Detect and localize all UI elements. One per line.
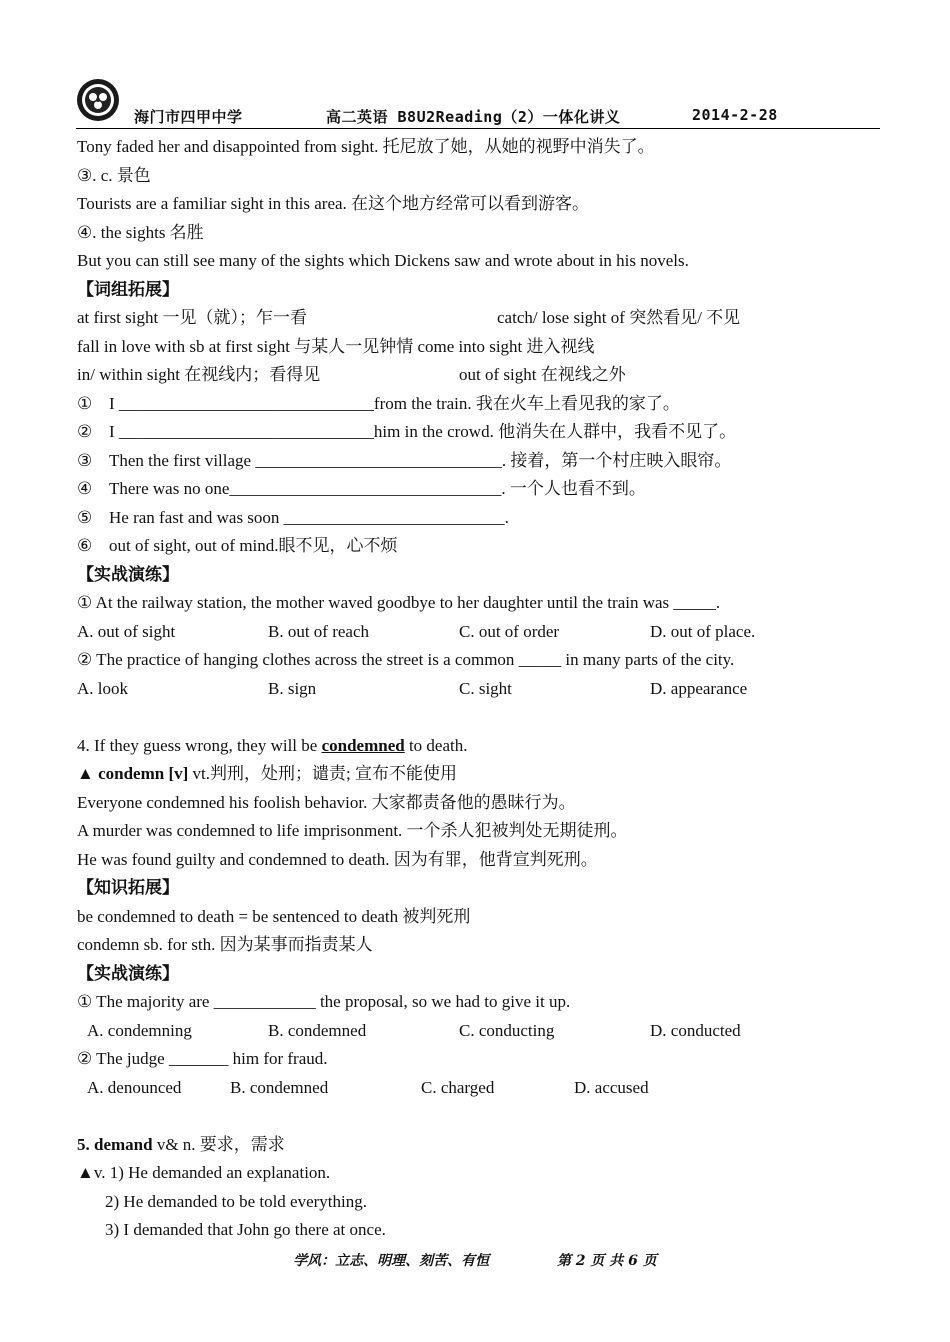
phrase-row bbox=[77, 304, 877, 333]
key-sentence: 4. If they guess wrong, they will be condemned to death. bbox=[77, 735, 468, 755]
question-stem: ① The majority are ____________ the proposal, so we had to give it up. bbox=[77, 992, 571, 1011]
phrase-item: catch/ lose sight of 突然看见/ 不见 bbox=[497, 308, 741, 327]
fill-blank-item: ⑤ He ran fast and was soon __________________________. bbox=[77, 507, 509, 527]
option-b: B. condemned bbox=[230, 1077, 329, 1097]
example-sentence: He was found guilty and condemned to death. 因为有罪，他背宣判死刑。 bbox=[77, 849, 598, 869]
phrase-item: out of sight 在视线之外 bbox=[459, 365, 626, 384]
option-d: D. accused bbox=[574, 1077, 649, 1097]
example-sentence: But you can still see many of the sights which Dickens saw and wrote about in his novels. bbox=[77, 251, 689, 270]
answer-options bbox=[77, 1074, 877, 1103]
option-a: A. out of sight bbox=[77, 621, 176, 641]
answer-options bbox=[77, 675, 877, 704]
example-sentence: 3) I demanded that John go there at once. bbox=[105, 1220, 386, 1239]
example-sentence: 2) He demanded to be told everything. bbox=[105, 1191, 368, 1211]
header-title: 高二英语 B8U2Reading（2）一体化讲义 bbox=[326, 108, 621, 126]
option-d: D. out of place. bbox=[650, 621, 756, 641]
phrase-row bbox=[77, 361, 877, 390]
fill-blank-item: ⑥ out of sight, out of mind.眼不见，心不烦 bbox=[77, 536, 398, 555]
question-stem: ① At the railway station, the mother waved goodbye to her daughter until the train was _____. bbox=[77, 593, 721, 612]
school-logo-icon bbox=[76, 78, 120, 122]
phrase-item: at first sight 一见（就）；乍一看 bbox=[77, 308, 307, 327]
answer-options bbox=[77, 1017, 877, 1046]
page-footer bbox=[0, 1250, 950, 1270]
knowledge-item: condemn sb. for sth. 因为某事而指责某人 bbox=[77, 935, 373, 954]
answer-options bbox=[77, 618, 877, 647]
option-a: A. condemning bbox=[87, 1020, 192, 1040]
fill-blank-item: ② I ______________________________him in the crowd. 他消失在人群中，我看不见了。 bbox=[77, 422, 737, 441]
question-stem: ② The judge _______ him for fraud. bbox=[77, 1049, 328, 1068]
word-entry-heading: 5. demand v& n. 要求，需求 bbox=[77, 1134, 285, 1154]
header-school-name: 海门市四甲中学 bbox=[134, 108, 243, 126]
example-sentence: A murder was condemned to life imprisonment. 一个杀人犯被判处无期徒刑。 bbox=[77, 821, 628, 840]
option-b: B. sign bbox=[268, 678, 317, 698]
option-a: A. look bbox=[77, 678, 128, 698]
footer-motto: 学风：立志、明理、刻苦、有恒 bbox=[293, 1253, 490, 1269]
meaning-item: ④. the sights 名胜 bbox=[77, 222, 204, 242]
meaning-item: ③. c. 景色 bbox=[77, 165, 151, 185]
phrase-item: fall in love with sb at first sight 与某人一见钟情 come into sight 进入视线 bbox=[77, 336, 595, 356]
fill-blank-item: ③ Then the first village _____________________________. 接着，第一个村庄映入眼帘。 bbox=[77, 450, 732, 470]
example-sentence: Tourists are a familiar sight in this area. 在这个地方经常可以看到游客。 bbox=[77, 194, 590, 213]
option-c: C. conducting bbox=[459, 1020, 555, 1040]
footer-page-number: 第 2 页 共 6 页 bbox=[556, 1253, 657, 1269]
section-heading-phrases: 【词组拓展】 bbox=[77, 279, 179, 299]
fill-blank-item: ① I ______________________________from the train. 我在火车上看见我的家了。 bbox=[77, 393, 680, 413]
phrase-item: in/ within sight 在视线内；看得见 bbox=[77, 365, 321, 384]
example-sentence: ▲v. 1) He demanded an explanation. bbox=[77, 1163, 331, 1182]
option-b: B. condemned bbox=[268, 1020, 367, 1040]
word-entry-heading: ▲ condemn [v] vt.判刑，处刑；谴责; 宣布不能使用 bbox=[77, 764, 457, 783]
section-heading-knowledge: 【知识拓展】 bbox=[77, 878, 179, 897]
example-sentence: Tony faded her and disappointed from sight. 托尼放了她，从她的视野中消失了。 bbox=[77, 137, 655, 156]
keyword-condemned: condemned bbox=[321, 735, 405, 755]
page-header bbox=[76, 78, 880, 129]
example-sentence: Everyone condemned his foolish behavior. 大家都责备他的愚昧行为。 bbox=[77, 792, 576, 812]
section-heading-practice: 【实战演练】 bbox=[77, 963, 179, 983]
document-body bbox=[77, 133, 877, 1245]
question-stem: ② The practice of hanging clothes across the street is a common _____ in many parts of the city. bbox=[77, 650, 735, 669]
option-d: D. appearance bbox=[650, 678, 748, 698]
option-c: C. charged bbox=[421, 1077, 495, 1097]
option-c: C. out of order bbox=[459, 621, 560, 641]
fill-blank-item: ④ There was no one________________________________. 一个人也看不到。 bbox=[77, 479, 646, 498]
header-date: 2014-2-28 bbox=[692, 106, 778, 124]
option-b: B. out of reach bbox=[268, 621, 370, 641]
option-a: A. denounced bbox=[87, 1077, 182, 1097]
option-d: D. conducted bbox=[650, 1020, 741, 1040]
option-c: C. sight bbox=[459, 678, 512, 698]
section-heading-practice: 【实战演练】 bbox=[77, 564, 179, 584]
knowledge-item: be condemned to death = be sentenced to death 被判死刑 bbox=[77, 906, 471, 926]
